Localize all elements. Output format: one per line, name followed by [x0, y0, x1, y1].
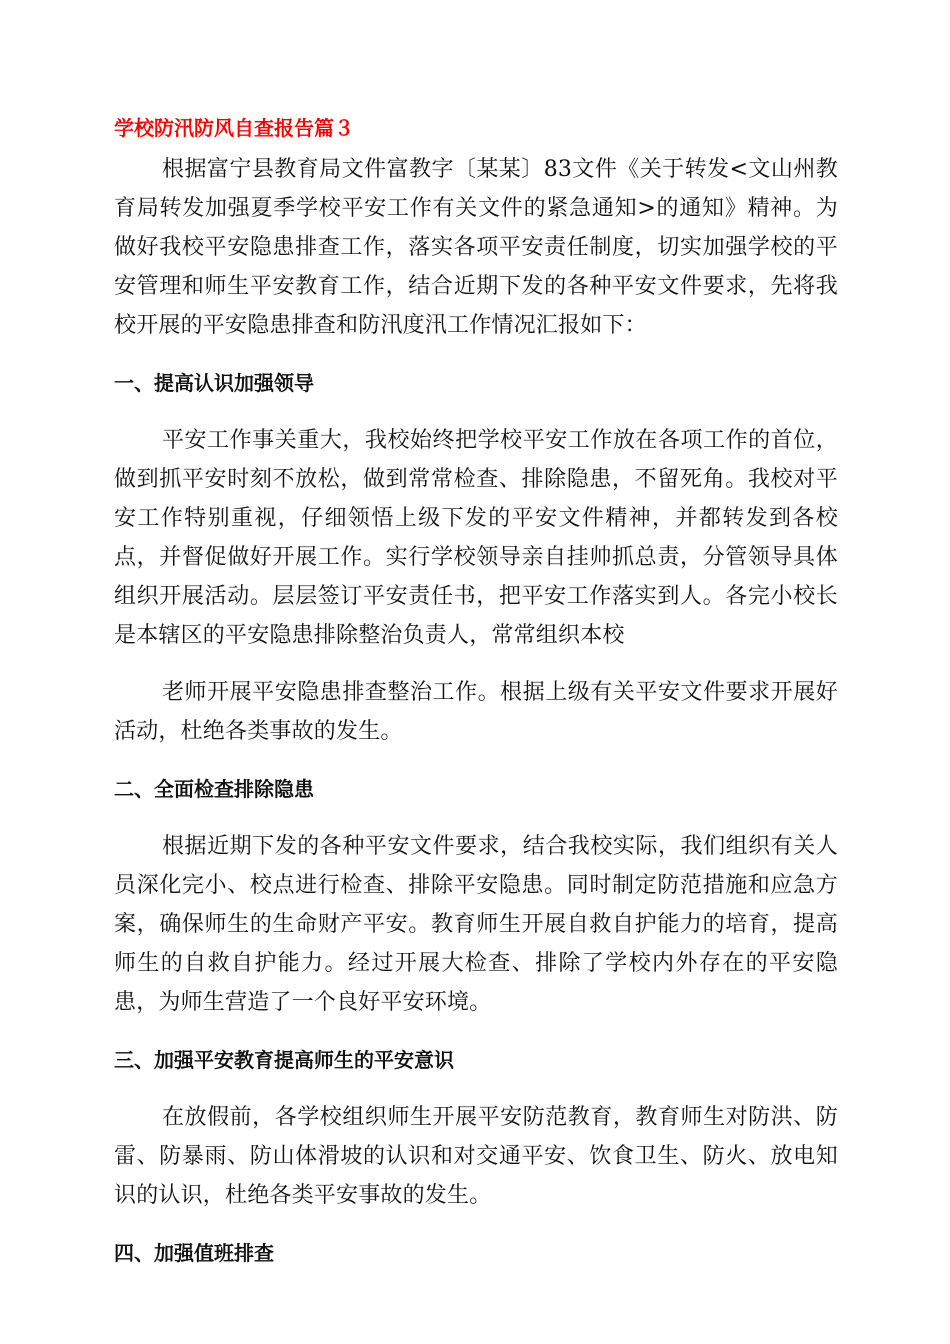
section-1-paragraph-1: 平安工作事关重大，我校始终把学校平安工作放在各项工作的首位，做到抓平安时刻不放松，做到常常检查、排除隐患，不留死角。我校对平安工作特别重视，仔细领悟上级下发的平安文件精神，并都转发到各校点，并督促做好开展工作。实行学校领导亲自挂帅抓总责，分管领导具体组织开展活动。层层签订平安责任书，把平安工作落实到人。各完小校长是本辖区的平安隐患排除整治负责人，常常组织本校 [114, 428, 838, 648]
section-3-paragraph-1: 在放假前，各学校组织师生开展平安防范教育，教育师生对防洪、防雷、防暴雨、防山体滑坡的认识和对交通平安、饮食卫生、防火、放电知识的认识，杜绝各类平安事故的发生。 [114, 1105, 838, 1208]
section-heading-3: 三、加强平安教育提高师生的平安意识 [114, 1048, 454, 1072]
section-heading-4: 四、加强值班排查 [114, 1241, 274, 1265]
document-title: 学校防汛防风自查报告篇３ [114, 116, 354, 140]
intro-paragraph: 根据富宁县教育局文件富教字〔某某〕83文件《关于转发<文山州教育局转发加强夏季学校平安工作有关文件的紧急通知>的通知》精神。为做好我校平安隐患排查工作，落实各项平安责任制度，切实加强学校的平安管理和师生平安教育工作，结合近期下发的各种平安文件要求，先将我校开展的平安隐患排查和防汛度汛工作情况汇报如下： [114, 157, 838, 338]
section-1-paragraph-2: 老师开展平安隐患排查整治工作。根据上级有关平安文件要求开展好活动，杜绝各类事故的发生。 [114, 680, 838, 744]
section-heading-1: 一、提高认识加强领导 [114, 371, 314, 395]
section-heading-2: 二、全面检查排除隐患 [114, 777, 314, 801]
document-body [114, 108, 838, 1291]
section-2-paragraph-1: 根据近期下发的各种平安文件要求，结合我校实际，我们组织有关人员深化完小、校点进行检查、排除平安隐患。同时制定防范措施和应急方案，确保师生的生命财产平安。教育师生开展自救自护能力的培育，提高师生的自救自护能力。经过开展大检查、排除了学校内外存在的平安隐患，为师生营造了一个良好平安环境。 [114, 834, 838, 1015]
